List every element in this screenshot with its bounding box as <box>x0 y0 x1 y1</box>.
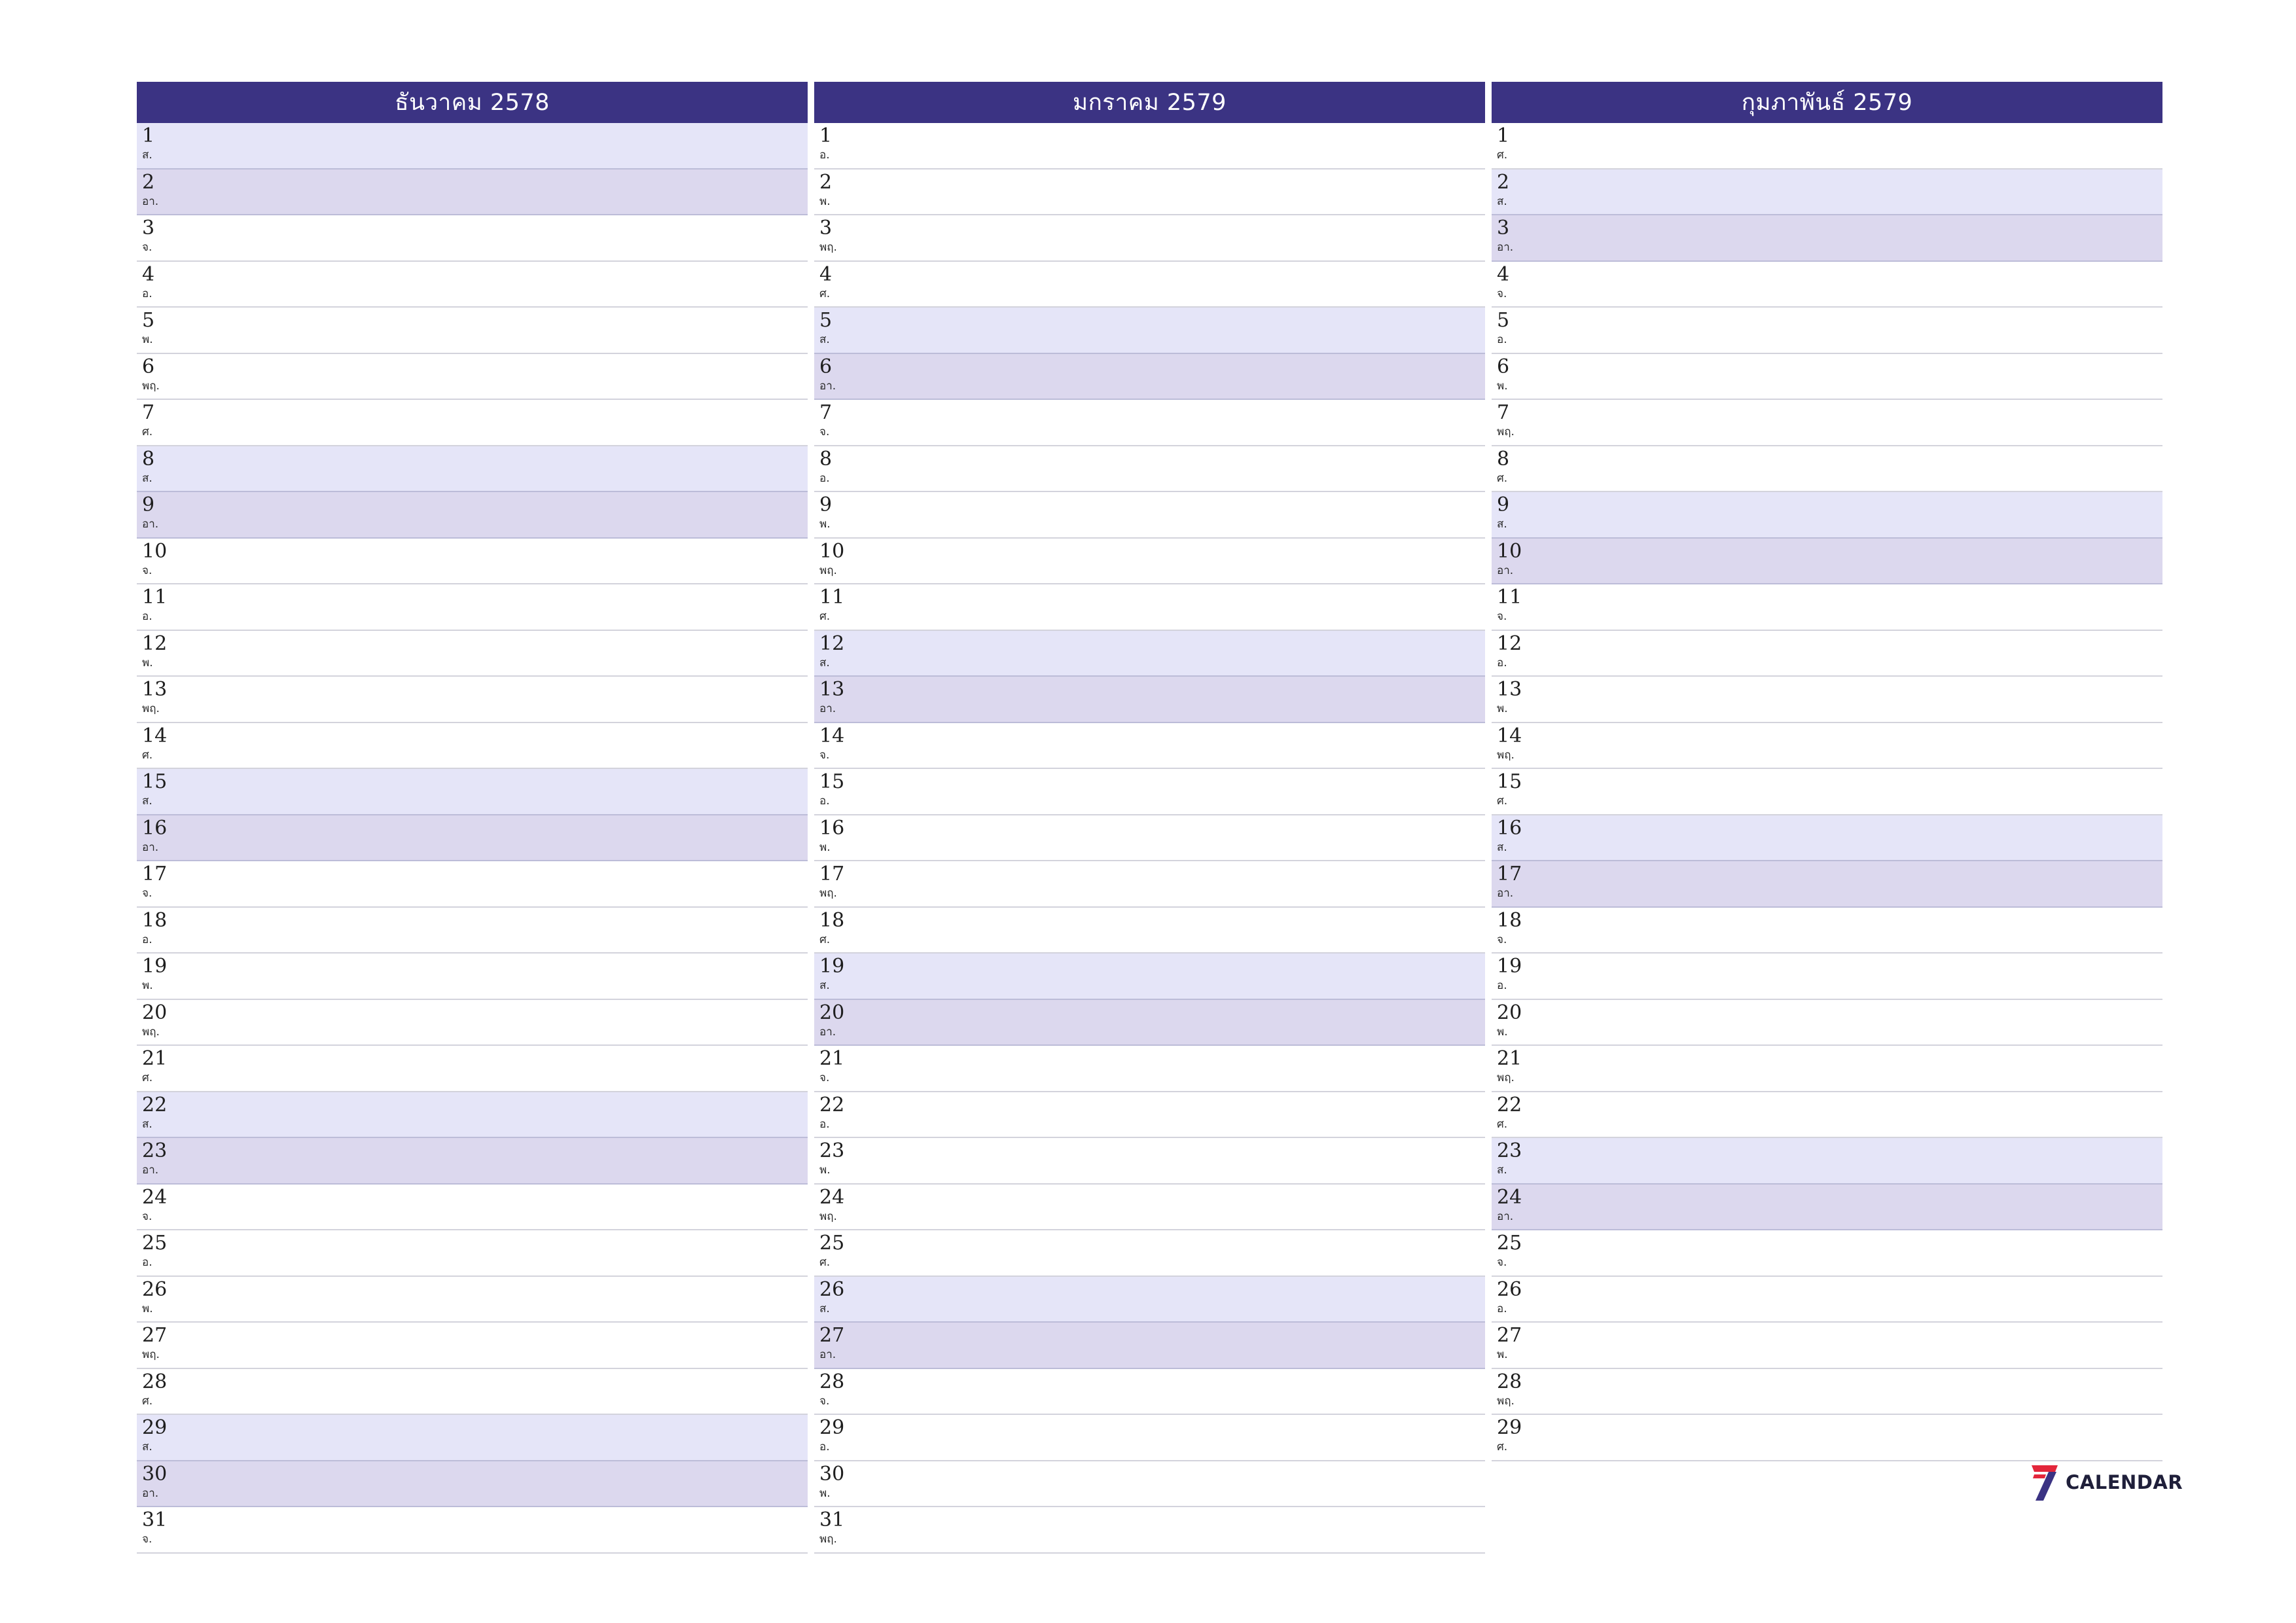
day-row <box>1492 1415 2162 1461</box>
weekday-label: จ. <box>819 425 830 438</box>
weekday-label: พฤ. <box>819 1533 837 1546</box>
month-column-2 <box>814 82 1485 1554</box>
weekday-label: ศ. <box>819 1256 831 1269</box>
day-number: 28 <box>819 1370 845 1393</box>
day-row <box>814 1000 1485 1046</box>
day-number: 27 <box>1497 1324 1522 1347</box>
day-row <box>137 1092 808 1139</box>
weekday-label: อา. <box>1497 887 1514 900</box>
day-number: 15 <box>819 770 845 793</box>
weekday-label: อ. <box>819 1117 830 1131</box>
weekday-label: ศ. <box>1497 1440 1508 1454</box>
day-row <box>814 215 1485 262</box>
day-number: 30 <box>819 1462 845 1486</box>
day-row <box>137 1277 808 1323</box>
day-number: 13 <box>819 678 845 701</box>
day-row <box>1492 215 2162 262</box>
day-list <box>814 123 1485 1554</box>
day-row <box>1492 123 2162 169</box>
day-number: 30 <box>142 1462 168 1486</box>
day-number: 16 <box>142 816 168 840</box>
day-row <box>137 908 808 954</box>
day-row <box>1492 492 2162 539</box>
weekday-label: จ. <box>142 887 152 900</box>
weekday-label: ส. <box>142 471 152 485</box>
day-number: 7 <box>142 401 155 424</box>
day-list <box>137 123 808 1554</box>
weekday-label: จ. <box>142 563 152 577</box>
day-row <box>1492 908 2162 954</box>
day-number: 22 <box>142 1093 168 1116</box>
weekday-label: พฤ. <box>819 887 837 900</box>
day-row <box>1492 584 2162 631</box>
weekday-label: อ. <box>1497 333 1507 346</box>
weekday-label: พฤ. <box>142 1348 160 1361</box>
day-row <box>814 1230 1485 1277</box>
day-row <box>1492 861 2162 908</box>
day-row <box>137 815 808 862</box>
weekday-label: อา. <box>142 840 159 854</box>
day-number: 27 <box>142 1324 168 1347</box>
day-number: 21 <box>142 1047 168 1070</box>
day-row <box>137 1415 808 1461</box>
day-row <box>1492 769 2162 815</box>
weekday-label: อ. <box>1497 1302 1507 1315</box>
weekday-label: อ. <box>1497 979 1507 992</box>
day-number: 17 <box>1497 863 1522 885</box>
day-row <box>814 1369 1485 1416</box>
day-number: 23 <box>142 1139 168 1162</box>
weekday-label: อ. <box>819 794 830 808</box>
day-number: 14 <box>819 724 845 747</box>
weekday-label: พ. <box>819 518 831 531</box>
day-number: 11 <box>1497 586 1522 609</box>
weekday-label: อา. <box>142 1486 159 1500</box>
weekday-label: อา. <box>1497 241 1514 254</box>
weekday-label: ส. <box>142 1117 152 1131</box>
day-row <box>814 123 1485 169</box>
weekday-label: ศ. <box>142 1071 153 1084</box>
weekday-label: พฤ. <box>819 1209 837 1223</box>
day-number: 17 <box>819 863 845 885</box>
day-row <box>814 954 1485 1000</box>
brand-logo <box>2029 1463 2183 1502</box>
day-row <box>814 815 1485 862</box>
day-number: 9 <box>1497 493 1510 516</box>
day-row <box>1492 400 2162 446</box>
day-row <box>1492 1046 2162 1092</box>
day-number: 15 <box>142 770 168 793</box>
day-row <box>814 262 1485 308</box>
day-number: 22 <box>1497 1093 1522 1116</box>
day-row <box>814 1415 1485 1461</box>
weekday-label: พฤ. <box>1497 748 1515 762</box>
day-row <box>137 123 808 169</box>
day-number: 15 <box>1497 770 1522 793</box>
weekday-label: อ. <box>142 1256 152 1269</box>
day-number: 26 <box>1497 1277 1522 1301</box>
weekday-label: อ. <box>142 610 152 623</box>
day-row <box>137 631 808 677</box>
day-row <box>814 539 1485 585</box>
day-row <box>814 677 1485 723</box>
day-number: 1 <box>819 124 833 147</box>
day-number: 3 <box>819 217 833 240</box>
day-row <box>1492 1369 2162 1416</box>
weekday-label: จ. <box>142 1533 152 1546</box>
weekday-label: ศ. <box>142 748 153 762</box>
day-number: 12 <box>1497 632 1522 655</box>
weekday-label: พ. <box>1497 1348 1508 1361</box>
day-number: 16 <box>819 816 845 840</box>
day-row <box>1492 631 2162 677</box>
day-row <box>814 1277 1485 1323</box>
month-column-3 <box>1492 82 2162 1461</box>
day-number: 6 <box>819 355 833 378</box>
weekday-label: จ. <box>142 241 152 254</box>
day-number: 28 <box>142 1370 168 1393</box>
day-number: 12 <box>142 632 168 655</box>
weekday-label: พ. <box>819 840 831 854</box>
day-row <box>1492 723 2162 770</box>
day-row <box>814 446 1485 493</box>
weekday-label: จ. <box>819 1394 830 1408</box>
day-row <box>137 1461 808 1508</box>
weekday-label: อ. <box>1497 656 1507 669</box>
weekday-label: จ. <box>1497 287 1507 300</box>
weekday-label: พ. <box>142 656 153 669</box>
weekday-label: อ. <box>819 1440 830 1454</box>
weekday-label: ส. <box>819 1302 830 1315</box>
day-number: 25 <box>1497 1232 1522 1255</box>
day-row <box>137 954 808 1000</box>
day-row <box>137 169 808 216</box>
day-row <box>137 1323 808 1369</box>
weekday-label: พ. <box>1497 379 1508 393</box>
day-number: 23 <box>1497 1139 1522 1162</box>
weekday-label: จ. <box>819 1071 830 1084</box>
weekday-label: พ. <box>142 979 153 992</box>
day-number: 8 <box>1497 447 1510 471</box>
weekday-label: พ. <box>142 333 153 346</box>
day-number: 18 <box>1497 908 1522 932</box>
day-number: 28 <box>1497 1370 1522 1393</box>
month-header: มกราคม 2579 <box>814 82 1485 123</box>
weekday-label: จ. <box>819 748 830 762</box>
day-row <box>1492 354 2162 401</box>
weekday-label: อา. <box>819 379 836 393</box>
weekday-label: ส. <box>1497 1164 1507 1177</box>
day-number: 20 <box>1497 1001 1522 1024</box>
day-number: 29 <box>142 1416 168 1439</box>
weekday-label: อ. <box>819 149 830 162</box>
weekday-label: อา. <box>142 518 159 531</box>
day-number: 10 <box>1497 539 1522 563</box>
day-row <box>814 584 1485 631</box>
weekday-label: จ. <box>142 1209 152 1223</box>
day-row <box>814 1185 1485 1231</box>
weekday-label: อา. <box>142 194 159 208</box>
weekday-label: พฤ. <box>142 1025 160 1039</box>
day-row <box>1492 677 2162 723</box>
day-row <box>1492 1230 2162 1277</box>
day-row <box>814 769 1485 815</box>
day-row <box>814 492 1485 539</box>
month-header: ธันวาคม 2578 <box>137 82 808 123</box>
day-row <box>814 723 1485 770</box>
day-number: 9 <box>819 493 833 516</box>
day-row <box>814 1507 1485 1554</box>
weekday-label: ส. <box>819 979 830 992</box>
seven-logo-icon <box>2029 1463 2060 1502</box>
day-number: 20 <box>142 1001 168 1024</box>
day-number: 18 <box>819 908 845 932</box>
day-number: 19 <box>819 955 845 978</box>
day-row <box>1492 308 2162 354</box>
weekday-label: พ. <box>819 1164 831 1177</box>
weekday-label: อา. <box>1497 1209 1514 1223</box>
day-row <box>814 400 1485 446</box>
weekday-label: ศ. <box>819 933 831 946</box>
day-row <box>814 1138 1485 1185</box>
day-row <box>1492 262 2162 308</box>
weekday-label: ศ. <box>819 610 831 623</box>
weekday-label: พ. <box>1497 1025 1508 1039</box>
weekday-label: อ. <box>142 287 152 300</box>
day-row <box>814 169 1485 216</box>
day-number: 25 <box>819 1232 845 1255</box>
logo-text: CALENDAR <box>2066 1471 2183 1493</box>
day-row <box>1492 539 2162 585</box>
day-number: 17 <box>142 863 168 885</box>
weekday-label: พฤ. <box>1497 1071 1515 1084</box>
weekday-label: อา. <box>819 1348 836 1361</box>
weekday-label: พฤ. <box>1497 425 1515 438</box>
day-number: 21 <box>819 1047 845 1070</box>
weekday-label: พ. <box>1497 702 1508 715</box>
day-row <box>137 262 808 308</box>
weekday-label: ศ. <box>142 425 153 438</box>
day-number: 14 <box>142 724 168 747</box>
day-number: 31 <box>819 1508 845 1531</box>
day-number: 4 <box>1497 262 1510 286</box>
weekday-label: พ. <box>142 1302 153 1315</box>
weekday-label: อา. <box>1497 563 1514 577</box>
weekday-label: ส. <box>142 149 152 162</box>
weekday-label: พฤ. <box>142 702 160 715</box>
day-number: 13 <box>142 678 168 701</box>
weekday-label: ส. <box>142 794 152 808</box>
day-row <box>137 723 808 770</box>
day-row <box>137 446 808 493</box>
day-number: 7 <box>819 401 833 424</box>
day-number: 5 <box>142 309 155 332</box>
day-row <box>1492 815 2162 862</box>
day-number: 2 <box>819 170 833 194</box>
day-number: 9 <box>142 493 155 516</box>
day-number: 19 <box>1497 955 1522 978</box>
day-number: 27 <box>819 1324 845 1347</box>
day-row <box>137 584 808 631</box>
day-number: 5 <box>819 309 833 332</box>
day-number: 16 <box>1497 816 1522 840</box>
day-row <box>137 400 808 446</box>
month-header: กุมภาพันธ์ 2579 <box>1492 82 2162 123</box>
day-number: 2 <box>1497 170 1510 194</box>
day-row <box>1492 446 2162 493</box>
day-number: 26 <box>819 1277 845 1301</box>
day-row <box>1492 1138 2162 1185</box>
day-row <box>814 1092 1485 1139</box>
day-row <box>137 1507 808 1554</box>
weekday-label: ศ. <box>142 1394 153 1408</box>
day-row <box>137 1138 808 1185</box>
day-number: 10 <box>142 539 168 563</box>
weekday-label: พ. <box>819 194 831 208</box>
weekday-label: ส. <box>1497 194 1507 208</box>
day-number: 24 <box>1497 1185 1522 1209</box>
weekday-label: จ. <box>1497 1256 1507 1269</box>
day-number: 2 <box>142 170 155 194</box>
weekday-label: ส. <box>1497 518 1507 531</box>
day-row <box>137 215 808 262</box>
day-number: 8 <box>819 447 833 471</box>
day-number: 22 <box>819 1093 845 1116</box>
weekday-label: จ. <box>1497 610 1507 623</box>
day-row <box>814 308 1485 354</box>
day-number: 3 <box>1497 217 1510 240</box>
day-row <box>137 1185 808 1231</box>
day-number: 1 <box>1497 124 1510 147</box>
weekday-label: อา. <box>142 1164 159 1177</box>
day-number: 4 <box>819 262 833 286</box>
weekday-label: ส. <box>819 656 830 669</box>
day-number: 21 <box>1497 1047 1522 1070</box>
day-row <box>814 631 1485 677</box>
day-number: 6 <box>142 355 155 378</box>
day-row <box>814 354 1485 401</box>
day-number: 19 <box>142 955 168 978</box>
day-number: 3 <box>142 217 155 240</box>
weekday-label: ส. <box>819 333 830 346</box>
day-row <box>1492 1185 2162 1231</box>
day-row <box>137 1369 808 1416</box>
day-row <box>137 539 808 585</box>
weekday-label: พ. <box>819 1486 831 1500</box>
day-row <box>137 1046 808 1092</box>
day-number: 25 <box>142 1232 168 1255</box>
day-number: 13 <box>1497 678 1522 701</box>
day-row <box>814 908 1485 954</box>
weekday-label: อา. <box>819 702 836 715</box>
day-number: 26 <box>142 1277 168 1301</box>
day-number: 29 <box>819 1416 845 1439</box>
weekday-label: ศ. <box>1497 471 1508 485</box>
day-number: 29 <box>1497 1416 1522 1439</box>
day-number: 12 <box>819 632 845 655</box>
day-row <box>137 1000 808 1046</box>
day-row <box>1492 954 2162 1000</box>
day-number: 10 <box>819 539 845 563</box>
day-row <box>137 769 808 815</box>
day-number: 8 <box>142 447 155 471</box>
weekday-label: อา. <box>819 1025 836 1039</box>
day-row <box>137 677 808 723</box>
day-row <box>137 492 808 539</box>
weekday-label: ส. <box>1497 840 1507 854</box>
weekday-label: อ. <box>142 933 152 946</box>
day-number: 23 <box>819 1139 845 1162</box>
day-row <box>1492 1323 2162 1369</box>
weekday-label: ศ. <box>1497 794 1508 808</box>
day-number: 11 <box>142 586 168 609</box>
day-number: 11 <box>819 586 845 609</box>
day-number: 20 <box>819 1001 845 1024</box>
day-row <box>1492 1277 2162 1323</box>
month-column-1 <box>137 82 808 1554</box>
day-number: 5 <box>1497 309 1510 332</box>
weekday-label: ศ. <box>1497 149 1508 162</box>
weekday-label: ศ. <box>1497 1117 1508 1131</box>
day-row <box>137 1230 808 1277</box>
day-row <box>814 1046 1485 1092</box>
day-row <box>1492 1092 2162 1139</box>
day-list <box>1492 123 2162 1461</box>
day-row <box>137 354 808 401</box>
weekday-label: อ. <box>819 471 830 485</box>
weekday-label: ศ. <box>819 287 831 300</box>
weekday-label: พฤ. <box>1497 1394 1515 1408</box>
day-number: 4 <box>142 262 155 286</box>
day-row <box>137 308 808 354</box>
weekday-label: ส. <box>142 1440 152 1454</box>
day-row <box>1492 1000 2162 1046</box>
day-row <box>137 861 808 908</box>
day-number: 24 <box>142 1185 168 1209</box>
day-row <box>1492 169 2162 216</box>
day-number: 31 <box>142 1508 168 1531</box>
weekday-label: พฤ. <box>142 379 160 393</box>
day-number: 6 <box>1497 355 1510 378</box>
day-number: 24 <box>819 1185 845 1209</box>
day-number: 14 <box>1497 724 1522 747</box>
day-number: 18 <box>142 908 168 932</box>
weekday-label: พฤ. <box>819 563 837 577</box>
day-number: 7 <box>1497 401 1510 424</box>
day-row <box>814 861 1485 908</box>
day-number: 1 <box>142 124 155 147</box>
day-row <box>814 1323 1485 1369</box>
weekday-label: พฤ. <box>819 241 837 254</box>
weekday-label: จ. <box>1497 933 1507 946</box>
day-row <box>814 1461 1485 1508</box>
